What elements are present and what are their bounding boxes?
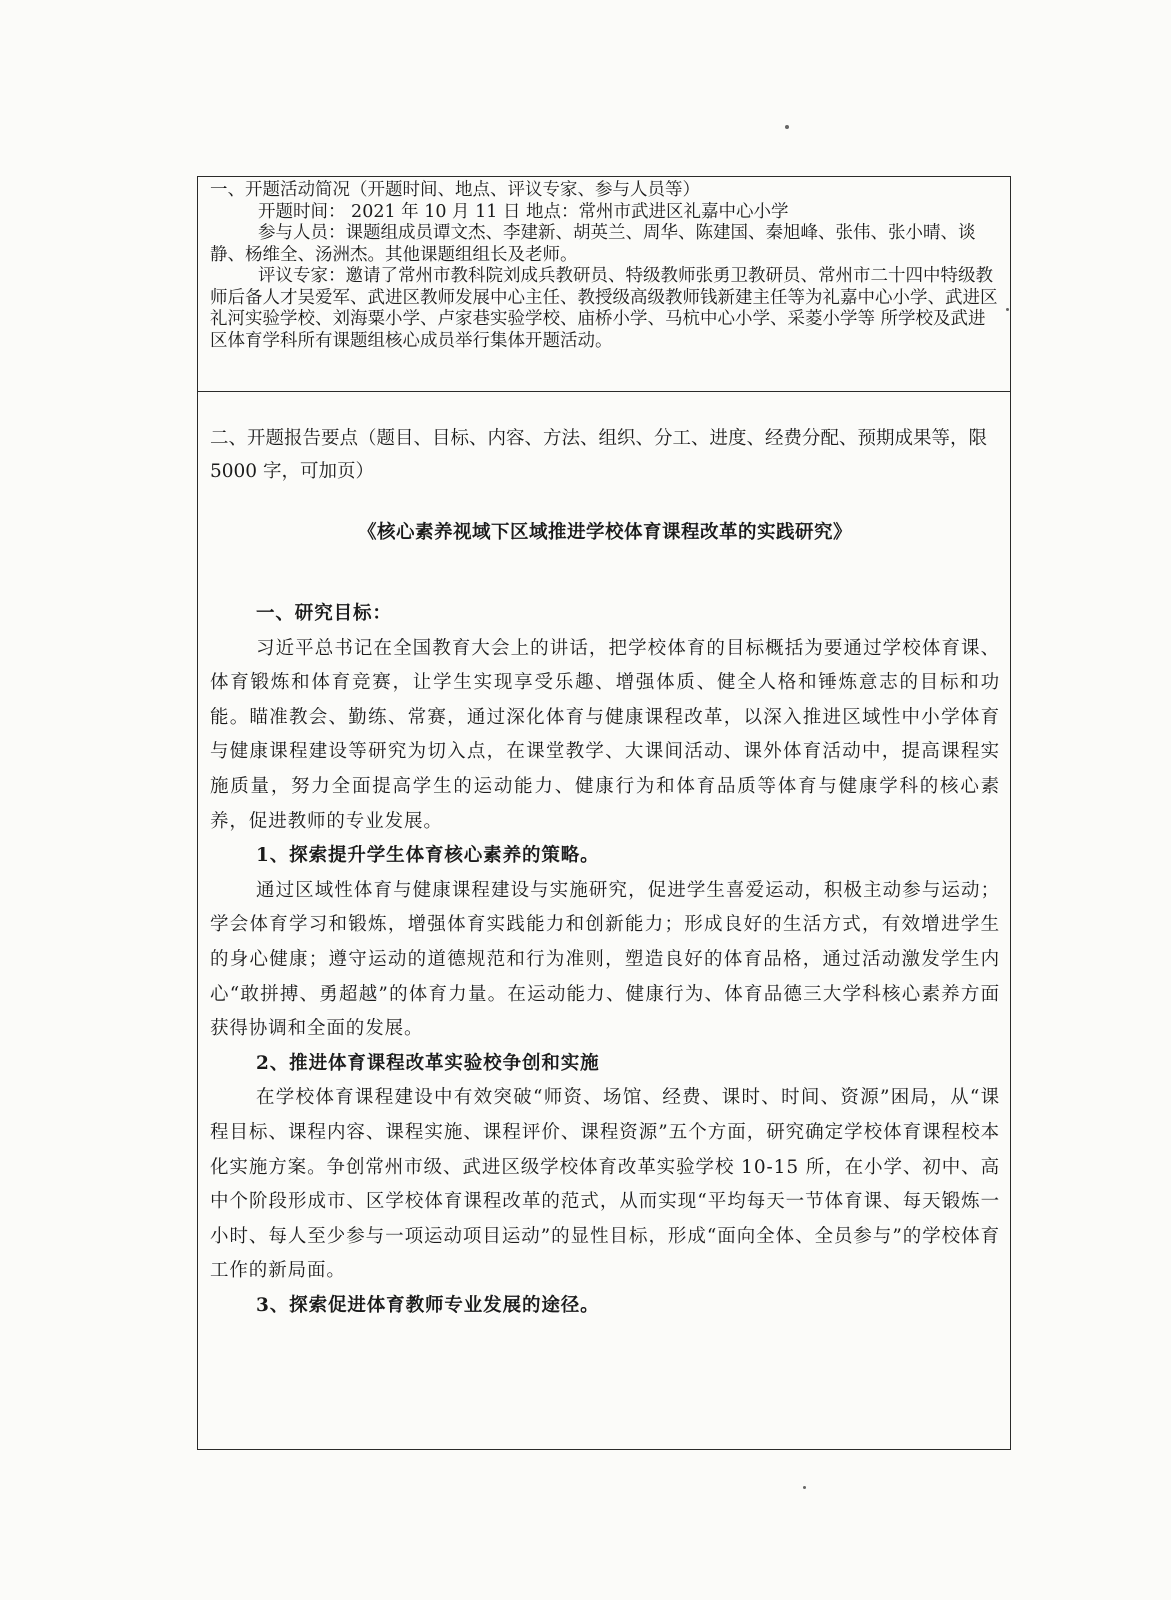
scan-speck <box>803 1486 806 1489</box>
scan-speck <box>785 125 789 129</box>
section-2-heading: 二、开题报告要点（题目、目标、内容、方法、组织、分工、进度、经费分配、预期成果等，限 5000 字，可加页） <box>210 428 988 482</box>
item-1-heading: 1、探索提升学生体育核心素养的策略。 <box>256 845 600 867</box>
report-points-section <box>198 392 1010 1449</box>
section-1-heading: 一、开题活动简况（开题时间、地点、评议专家、参与人员等） <box>210 180 700 200</box>
item-2-heading: 2、推进体育课程改革实验校争创和实施 <box>256 1052 600 1074</box>
experts-paragraph: 评议专家：邀请了常州市教科院刘成兵教研员、特级教师张勇卫教研员、常州市二十四中特级教师后备人才吴爱军、武进区教师发展中心主任、教授级高级教师钱新建主任等为礼嘉中心小学、武进区礼河实验学校、刘海粟小学、卢家巷实验学校、庙桥小学、马杭中心小学、采菱小学等 所学校及武进区体育学科所有课题组核心成员举行集体开题活动。 <box>210 266 998 351</box>
report-title: 《核心素养视域下区域推进学校体育课程改革的实践研究》 <box>357 522 852 543</box>
report-body <box>210 597 1000 1323</box>
item-3-heading: 3、探索促进体育教师专业发展的途径。 <box>256 1294 600 1316</box>
time-place-line: 开题时间： 2021 年 10 月 11 日 地点：常州市武进区礼嘉中心小学 <box>258 201 789 222</box>
research-goal-paragraph: 习近平总书记在全国教育大会上的讲话，把学校体育的目标概括为要通过学校体育课、体育锻炼和体育竞赛，让学生实现享受乐趣、增强体质、健全人格和锤炼意志的目标和功能。瞄准教会、勤练、常赛，通过深化体育与健康课程改革，以深入推进区域性中小学体育与健康课程建设等研究为切入点，在课堂教学、大课间活动、课外体育活动中，提高课程实施质量，努力全面提高学生的运动能力、健康行为和体育品质等体育与健康学科的核心素养，促进教师的专业发展。 <box>210 637 1000 832</box>
opening-activity-section <box>198 177 1010 392</box>
participants-paragraph: 参与人员：课题组成员谭文杰、李建新、胡英兰、周华、陈建国、秦旭峰、张伟、张小晴、谈静、杨维全、汤洲杰。其他课题组组长及老师。 <box>210 223 976 265</box>
item-1-paragraph: 通过区域性体育与健康课程建设与实施研究，促进学生喜爱运动，积极主动参与运动；学会体育学习和锻炼，增强体育实践能力和创新能力；形成良好的生活方式，有效增进学生的身心健康；遵守运动的道德规范和行为准则，塑造良好的体育品格，通过活动激发学生内心“敢拼搏、勇超越”的体育力量。在运动能力、健康行为、体育品德三大学科核心素养方面获得协调和全面的发展。 <box>210 879 1000 1040</box>
item-2-paragraph: 在学校体育课程建设中有效突破“师资、场馆、经费、课时、时间、资源”困局，从“课程目标、课程内容、课程实施、课程评价、课程资源”五个方面，研究确定学校体育课程校本化实施方案。争创常州市级、武进区级学校体育改革实验学校 10-15 所，在小学、初中、高中个阶段形成市、区学校体育课程改革的范式，从而实现“平均每天一节体育课、每天锻炼一小时、每人至少参与一项运动项目运动”的显性目标，形成“面向全体、全员参与”的学校体育工作的新局面。 <box>210 1087 1000 1282</box>
research-goal-heading: 一、研究目标： <box>256 603 392 624</box>
report-form-table <box>197 176 1011 1450</box>
